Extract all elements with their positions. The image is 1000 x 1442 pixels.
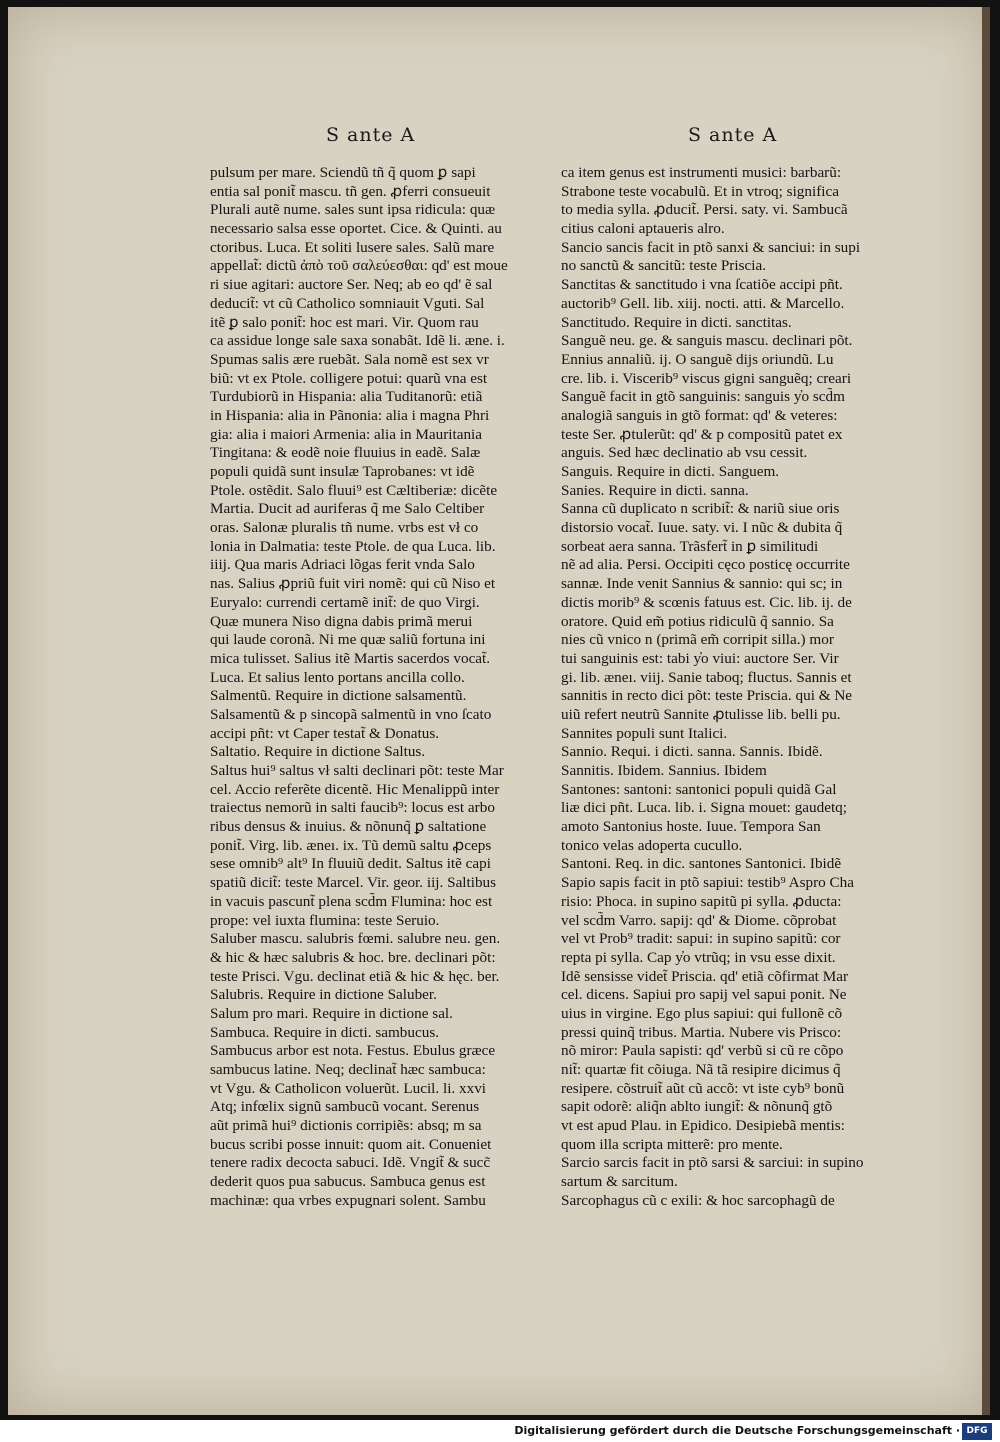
text-line: bucus scribi posse innuit: quom ait. Conueniet <box>210 1135 492 1153</box>
text-line: Turdubiorũ in Hispania: alia Tuditanorũ: etiã <box>210 388 483 406</box>
text-line: risio: Phoca. in supino sapitũ pi sylla. ꝓducta: <box>561 892 842 910</box>
text-line: tonico velas adoperta cucullo. <box>561 836 743 854</box>
text-line: Luca. Et salius lento portans ancilla collo. <box>210 668 465 686</box>
text-line: Sanguẽ facit in gtõ sanguinis: sanguis y̓o scd̃m <box>561 388 845 406</box>
text-line: Sanctitudo. Require in dicti. sanctitas. <box>561 313 792 331</box>
text-line: Sambuca. Require in dicti. sambucus. <box>210 1023 440 1041</box>
text-line: in Hispania: alia in Pãnonia: alia i magna Phri <box>210 406 490 424</box>
text-line: pulsum per mare. Sciendũ tñ q̃ quom ꝑ sapi <box>210 164 476 181</box>
text-line: itẽ ꝑ salo ponit̃: hoc est mari. Vir. Quom rau <box>210 313 479 331</box>
text-line: populi quidã sunt insulæ Taprobanes: vt idẽ <box>210 463 475 480</box>
text-line: uiũ refert neutrũ Sannite ꝓtulisse lib. belli pu. <box>561 705 841 723</box>
text-line: Ptole. ostẽdit. Salo fluui⁹ est Cæltiberiæ: dicẽte <box>210 481 498 499</box>
text-line: nẽ ad alia. Persi. Occipiti cęco posticę occurrite <box>561 556 850 574</box>
text-line: Santoni. Req. in dic. santones Santonici. Ibidẽ <box>561 855 842 873</box>
text-line: nit̃: quartæ fit cõiuga. Nã tã resipire dicimus q̃ <box>561 1061 841 1078</box>
text-line: Sarcophagus cũ c exili: & hoc sarcophagũ de <box>561 1191 835 1209</box>
text-line: Sancio sancis facit in ptõ sanxi & sanciui: in supi <box>561 238 861 256</box>
text-line: nies cũ vnico n (primã em̃ corripit silla.) mor <box>561 631 834 649</box>
text-line: Euryalo: currendi certamẽ init̃: de quo Virgi. <box>210 593 480 611</box>
text-line: nas. Salius ꝓpriũ fuit viri nomẽ: qui cũ Niso et <box>210 575 496 593</box>
text-line: appellat̃: dictũ ἀπὸ τοῦ σαλεύεσθαι: qd' est moue <box>210 257 508 275</box>
text-line: in vacuis pascunt̃ plena scd̃m Flumina: hoc est <box>210 892 493 910</box>
text-line: pressi quinq̃ tribus. Martia. Nubere vis Prisco: <box>561 1023 842 1041</box>
text-line: Sanies. Require in dicti. sanna. <box>561 481 749 499</box>
text-line: anguis. Sed hæc declinatio ab vsu cessit. <box>561 444 808 462</box>
text-line: gi. lib. æneı. viij. Sanie taboq; fluctus. Sannis et <box>561 668 852 686</box>
text-line: ca item genus est instrumenti musici: barbarũ: <box>561 164 842 181</box>
text-line: sannitis in recto dici põt: teste Priscia. qui & Ne <box>561 687 853 705</box>
text-line: Santones: santoni: santonici populi quidã Gal <box>561 780 837 798</box>
text-line: vt Vgu. & Catholicon voluerũt. Lucil. li. xxvi <box>210 1079 487 1097</box>
text-line: entia sal ponit̃ mascu. tñ gen. ꝓferri consueuit <box>210 182 491 200</box>
page-edge <box>982 7 990 1415</box>
text-line: biũ: vt ex Ptole. colligere potui: quarũ vna est <box>210 369 488 387</box>
text-line: lonia in Dalmatia: teste Ptole. de qua Luca. lib. <box>210 537 496 555</box>
left-text-column <box>210 164 550 1211</box>
text-line: Idẽ sensisse videt̃ Priscia. qd' etiã cõfirmat Mar <box>561 967 848 985</box>
text-line: Sanctitas & sanctitudo i vna ſcatiõe accipi pñt. <box>561 276 843 294</box>
text-line: dictis morib⁹ & scœnis fatuus est. Cic. lib. ij. de <box>561 593 852 611</box>
text-line: machinæ: qua vrbes expugnari solent. Sambu <box>210 1191 486 1209</box>
text-line: sese omnib⁹ alt⁹ In fluuiũ dedit. Saltus itẽ capi <box>210 855 491 873</box>
text-line: vt est apud Plau. in Epidico. Desipiebã mentis: <box>561 1117 845 1135</box>
text-line: iiij. Qua maris Adriaci lõgas ferit vnda Salo <box>210 556 475 574</box>
text-line: sapit odorẽ: aliq̃n ablto iungit̃: & nõnunq̃ gtõ <box>561 1098 833 1116</box>
text-line: sambucus latine. Neq; declinat̃ hæc sambuca: <box>210 1061 486 1078</box>
text-line: ctoribus. Luca. Et soliti lusere sales. Salũ mare <box>210 238 495 256</box>
text-line: Sannio. Requi. i dicti. sanna. Sannis. Ibidẽ. <box>561 743 823 761</box>
text-line: spatiũ dicit̃: teste Marcel. Vir. geor. iij. Saltibus <box>210 874 497 892</box>
text-line: accipi pñt: vt Caper testat̃ & Donatus. <box>210 724 440 742</box>
running-header-left: S ante A <box>326 124 416 146</box>
text-line: ca assidue longe sale saxa sonabãt. Idẽ li. æne. i. <box>210 332 505 350</box>
text-line: Saltatio. Require in dictione Saltus. <box>210 743 426 761</box>
book-page <box>8 7 990 1415</box>
text-line: no sanctũ & sancitũ: teste Priscia. <box>561 257 766 275</box>
text-line: to media sylla. ꝓducit̃. Persi. saty. vi. Sambucã <box>561 201 848 219</box>
text-line: oratore. Quid em̃ potius ridiculũ q̃ sannio. Sa <box>561 612 834 630</box>
text-line: liæ dici pñt. Luca. lib. i. Signa mouet: gaudetq; <box>561 799 847 817</box>
text-line: Sambucus arbor est nota. Festus. Ebulus græce <box>210 1042 496 1060</box>
text-line: teste Prisci. Vgu. declinat etiã & hic & hęc. ber. <box>210 967 500 985</box>
text-line: & hic & hæc salubris & hoc. bre. declinari põt: <box>210 948 496 966</box>
dfg-logo: DFG <box>962 1423 992 1440</box>
text-line: Plurali autẽ nume. sales sunt ipsa ridicula: quæ <box>210 201 496 219</box>
text-line: Sannites populi sunt Italici. <box>561 724 728 742</box>
text-line: vel scd̃m Varro. sapij: qd' & Diome. cõprobat <box>561 911 837 929</box>
running-header-right: S ante A <box>688 124 778 146</box>
text-line: Sarcio sarcis facit in ptõ sarsi & sarciui: in supino <box>561 1154 864 1172</box>
text-line: Sanguẽ neu. ge. & sanguis mascu. declinari põt. <box>561 332 853 350</box>
funding-credit: Digitalisierung gefördert durch die Deutsche Forschungsgemeinschaft · <box>514 1424 960 1437</box>
text-line: Saluber mascu. salubris fœmi. salubre neu. gen. <box>210 930 501 948</box>
text-line: ri siue agitari: auctore Ser. Neq; ab eo qd' ẽ sal <box>210 276 493 294</box>
text-line: Strabone teste vocabulũ. Et in vtroq; significa <box>561 182 839 200</box>
text-line: cel. Accio referẽte dicentẽ. Hic Menalippũ inter <box>210 780 500 798</box>
text-line: dederit quos pua sabucus. Sambuca genus est <box>210 1173 486 1191</box>
text-line: Atq; infœlix signũ sambucũ vocant. Serenus <box>210 1098 480 1116</box>
text-line: tenere radix decocta sabuci. Idẽ. Vngit̃ & succ̃ <box>210 1154 491 1172</box>
text-line: Tingitana: & eodẽ noie fluuius in eadẽ. Salæ <box>210 444 481 462</box>
text-line: uius in virgine. Ego plus sapiui: qui fullonẽ cõ <box>561 1004 843 1022</box>
text-line: Salubris. Require in dictione Saluber. <box>210 986 437 1004</box>
text-line: distorsio vocat̃. Iuue. saty. vi. I nũc & dubita q̃ <box>561 519 843 537</box>
text-line: amoto Santonius hoste. Iuue. Tempora San <box>561 818 821 836</box>
text-line: Sapio sapis facit in ptõ sapiui: testib⁹ Aspro Cha <box>561 874 854 892</box>
text-line: qui laude coronã. Ni me quæ saliũ fortuna ini <box>210 631 486 649</box>
text-line: necessario salsa esse oportet. Cice. & Quinti. au <box>210 220 502 238</box>
text-line: vel vt Prob⁹ tradit: sapui: in supino sapitũ: cor <box>561 930 841 948</box>
text-line: repta pi sylla. Cap y̓o vtrũq; in vsu esse dixit. <box>561 948 836 966</box>
text-line: traiectus nemorũ in salti faucib⁹: locus est arbo <box>210 799 495 817</box>
text-line: Salum pro mari. Require in dictione sal. <box>210 1004 453 1022</box>
text-line: Ennius annaliũ. ij. O sanguẽ dijs oriundũ. Lu <box>561 350 834 368</box>
text-line: teste Ser. ꝓtulerũt: qd' & p compositũ patet ex <box>561 425 843 443</box>
text-line: Sanna cũ duplicato n scribit̃: & nariũ siue oris <box>561 500 840 518</box>
text-line: Quæ munera Niso digna dabis primã merui <box>210 612 473 630</box>
text-line: deducit̃: vt cũ Catholico somniauit Vguti. Sal <box>210 294 485 312</box>
text-line: Sannitis. Ibidem. Sannius. Ibidem <box>561 762 767 779</box>
text-line: gia: alia i maiori Armenia: alia in Mauritania <box>210 425 483 443</box>
text-line: sannæ. Inde venit Sannius & sannio: qui sc; in <box>561 575 843 593</box>
text-line: Sanguis. Require in dicti. Sanguem. <box>561 463 780 480</box>
text-line: quom illa scripta mitterẽ: pro mente. <box>561 1135 783 1153</box>
text-line: tui sanguinis est: tabi y̓o viui: auctore Ser. Vir <box>561 649 839 667</box>
text-line: citius caloni aptaueris alro. <box>561 220 725 238</box>
text-line: nõ miror: Paula sapisti: qd' verbũ si cũ re cõpo <box>561 1042 844 1060</box>
text-line: Saltus hui⁹ saltus vł salti declinari põt: teste Mar <box>210 762 504 779</box>
text-line: prope: vel iuxta flumina: teste Seruio. <box>210 911 440 929</box>
text-line: Salmentũ. Require in dictione salsamentũ. <box>210 687 467 705</box>
text-line: cel. dicens. Sapiui pro sapij vel sapui ponit. Ne <box>561 986 847 1004</box>
right-text-column <box>561 164 901 1211</box>
text-line: resipere. cõstruit̃ aũt cũ accõ: vt iste cyb⁹ bonũ <box>561 1079 845 1097</box>
text-line: sartum & sarcitum. <box>561 1173 678 1191</box>
text-line: Martia. Ducit ad auriferas q̃ me Salo Celtiber <box>210 500 485 518</box>
text-line: cre. lib. i. Viscerib⁹ viscus gigni sanguẽq; creari <box>561 369 852 387</box>
footer-bar <box>0 1420 1000 1442</box>
text-line: auctorib⁹ Gell. lib. xiij. nocti. atti. & Marcello. <box>561 294 845 312</box>
text-line: analogiã sanguis in gtõ format: qd' & veteres: <box>561 406 838 424</box>
text-line: ponit̃. Virg. lib. æneı. ix. Tũ demũ saltu ꝓceps <box>210 836 492 854</box>
text-line: Spumas salis ære ruebãt. Sala nomẽ est sex vr <box>210 350 489 368</box>
text-line: mica tulisset. Salius itẽ Martis sacerdos vocat̃. <box>210 649 491 667</box>
text-line: aũt primã hui⁹ dictionis corripiẽs: absq; m sa <box>210 1117 482 1135</box>
text-line: ribus densus & inuius. & nõnunq̃ ꝑ saltatione <box>210 818 487 836</box>
text-line: oras. Salonæ pluralis tñ nume. vrbs est vł co <box>210 519 479 537</box>
text-line: sorbeat aera sanna. Trãsfert̃ in ꝑ similitudi <box>561 537 819 555</box>
text-line: Salsamentũ & p sincopã salmentũ in vno ſcato <box>210 705 492 723</box>
